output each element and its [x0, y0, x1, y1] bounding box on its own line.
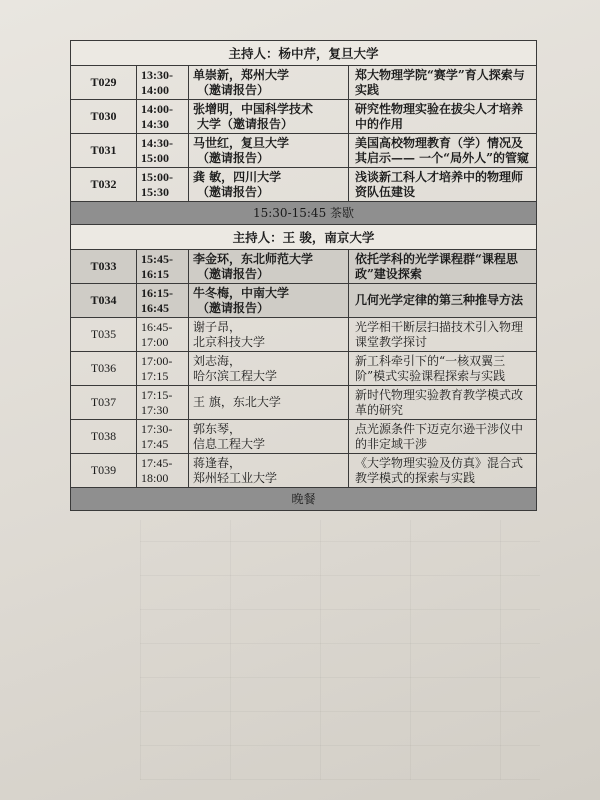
- talk-time: 17:00- 17:15: [137, 352, 189, 386]
- bleed-through-grid: [140, 520, 540, 780]
- talk-time: 17:45- 18:00: [137, 454, 189, 488]
- table-row: [71, 386, 537, 420]
- talk-time: 13:30- 14:00: [137, 66, 189, 100]
- talk-title: 郑大物理学院“赛学”育人探索与实践: [349, 66, 537, 100]
- talk-time: 14:30- 15:00: [137, 134, 189, 168]
- table-row: [71, 352, 537, 386]
- talk-title: 依托学科的光学课程群“课程思政”建设探索: [349, 250, 537, 284]
- tea-break-row: [71, 202, 537, 225]
- table-row: [71, 420, 537, 454]
- talk-speaker: 单崇新，郑州大学 （邀请报告）: [189, 66, 349, 100]
- table-row: [71, 134, 537, 168]
- talk-speaker: 谢子昂， 北京科技大学: [189, 318, 349, 352]
- session-host-row: [71, 225, 537, 250]
- session-host: 主持人：杨中芹，复旦大学: [71, 41, 537, 66]
- table-row: [71, 100, 537, 134]
- talk-title: 美国高校物理教育（学）情况及其启示—— 一个“局外人”的管窥: [349, 134, 537, 168]
- talk-title: 新工科牵引下的“一核双翼三阶”模式实验课程探索与实践: [349, 352, 537, 386]
- talk-title: 新时代物理实验教育教学模式改革的研究: [349, 386, 537, 420]
- talk-speaker: 马世红，复旦大学 （邀请报告）: [189, 134, 349, 168]
- table-row: [71, 168, 537, 202]
- talk-id: T031: [71, 134, 137, 168]
- talk-time: 16:15- 16:45: [137, 284, 189, 318]
- talk-speaker: 王 旗，东北大学: [189, 386, 349, 420]
- talk-title: 研究性物理实验在拔尖人才培养中的作用: [349, 100, 537, 134]
- dinner: 晚餐: [71, 488, 537, 511]
- talk-time: 14:00- 14:30: [137, 100, 189, 134]
- talk-id: T036: [71, 352, 137, 386]
- talk-speaker: 牛冬梅，中南大学 （邀请报告）: [189, 284, 349, 318]
- talk-time: 15:00- 15:30: [137, 168, 189, 202]
- tea-break: 15:30-15:45 茶歇: [71, 202, 537, 225]
- talk-time: 16:45- 17:00: [137, 318, 189, 352]
- talk-title: 光学相干断层扫描技术引入物理课堂教学探讨: [349, 318, 537, 352]
- table-row: [71, 66, 537, 100]
- table-row: [71, 250, 537, 284]
- dinner-row: [71, 488, 537, 511]
- table-row: [71, 284, 537, 318]
- talk-time: 15:45- 16:15: [137, 250, 189, 284]
- talk-time: 17:15- 17:30: [137, 386, 189, 420]
- talk-id: T038: [71, 420, 137, 454]
- schedule-body: [71, 41, 537, 511]
- table-row: [71, 318, 537, 352]
- talk-id: T030: [71, 100, 137, 134]
- talk-id: T029: [71, 66, 137, 100]
- session-host: 主持人：王 骏，南京大学: [71, 225, 537, 250]
- schedule-table: [70, 40, 537, 511]
- table-row: [71, 454, 537, 488]
- talk-title: 《大学物理实验及仿真》混合式教学模式的探索与实践: [349, 454, 537, 488]
- talk-id: T039: [71, 454, 137, 488]
- talk-id: T033: [71, 250, 137, 284]
- talk-id: T032: [71, 168, 137, 202]
- talk-title: 浅谈新工科人才培养中的物理师资队伍建设: [349, 168, 537, 202]
- talk-title: 点光源条件下迈克尔逊干涉仪中的非定域干涉: [349, 420, 537, 454]
- session-host-row: [71, 41, 537, 66]
- talk-id: T037: [71, 386, 137, 420]
- talk-speaker: 龚 敏，四川大学 （邀请报告）: [189, 168, 349, 202]
- schedule-table-wrap: [70, 40, 536, 511]
- talk-speaker: 李金环，东北师范大学 （邀请报告）: [189, 250, 349, 284]
- talk-title: 几何光学定律的第三种推导方法: [349, 284, 537, 318]
- talk-speaker: 郭东琴， 信息工程大学: [189, 420, 349, 454]
- talk-speaker: 蒋逢春， 郑州轻工业大学: [189, 454, 349, 488]
- talk-speaker: 刘志海， 哈尔滨工程大学: [189, 352, 349, 386]
- talk-id: T034: [71, 284, 137, 318]
- talk-id: T035: [71, 318, 137, 352]
- talk-speaker: 张增明，中国科学技术 大学（邀请报告）: [189, 100, 349, 134]
- talk-time: 17:30- 17:45: [137, 420, 189, 454]
